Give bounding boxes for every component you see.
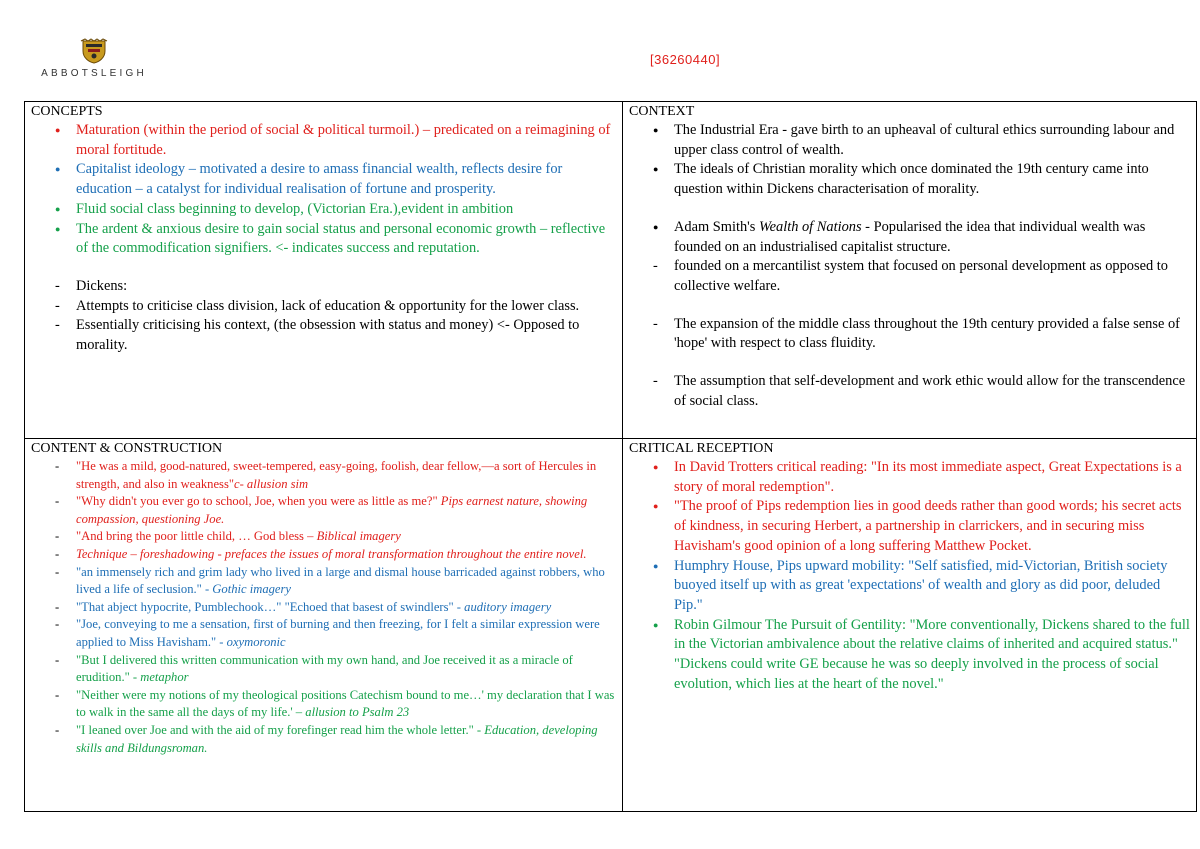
crest-icon <box>79 38 109 64</box>
list-item: ● Humphry House, Pips upward mobility: "Self satisfied, mid-Victorian, British society buoyed itself up with as great 'expectations' of wealth and glory as did poor, deluded Pip." <box>629 557 1190 616</box>
list-item: ● The ideals of Christian morality which once dominated the 19th century came into question within Dickens characterisation of morality. <box>629 160 1190 199</box>
list-item <box>31 599 616 617</box>
book-title: Wealth of Nations <box>758 218 862 235</box>
annotation-note: Biblical imagery <box>316 529 401 544</box>
list-item: ● Robin Gilmour The Pursuit of Gentility: "More conventionally, Dickens shared to the full in the Victorian ambivalence about the relative claims of inherited and acquired status." "Dickens could write GE because he was so deeply involved in the process of social evolution, which lies at the heart of the novel." <box>629 616 1190 695</box>
notes-table <box>24 101 1197 812</box>
reception-list <box>629 458 1190 694</box>
list-item: ● Fluid social class beginning to develop, (Victorian Era.),evident in ambition <box>31 200 616 220</box>
annotation-note: c- allusion sim <box>233 476 309 491</box>
content-cell <box>25 439 623 812</box>
list-item: ● The Industrial Era - gave birth to an upheaval of cultural ethics surrounding labour and upper class control of wealth. <box>629 121 1190 160</box>
quote-text: "Why didn't you ever go to school, Joe, when you were as little as me?" <box>76 494 441 509</box>
annotation-note: auditory imagery <box>464 599 552 614</box>
quote-text: "He was a mild, good-natured, sweet-tempered, easy-going, foolish, dear fellow,—a sort of Hercules in strength, and also in weakness" <box>76 459 597 491</box>
annotation-note: oxymoronic <box>226 634 286 649</box>
list-item <box>31 722 616 757</box>
annotation-note: Technique – foreshadowing - prefaces the issues of moral transformation throughout the entire novel. <box>76 546 587 561</box>
quote-text: "And bring the poor little child, … God bless – <box>76 529 317 544</box>
context-list <box>629 121 1190 200</box>
annotation-note: Pips earnest nature, showing compassion, questioning Joe. <box>76 494 588 526</box>
content-title: CONTENT & CONSTRUCTION <box>31 441 223 456</box>
annotation-note: metaphor <box>140 670 189 685</box>
document-id: [36260440] <box>650 52 721 67</box>
list-item <box>31 652 616 687</box>
spacer <box>31 259 616 277</box>
list-item <box>31 458 616 493</box>
quote-text: "That abject hypocrite, Pumblechook…" "Echoed that basest of swindlers" - <box>76 599 465 614</box>
list-item <box>31 528 616 546</box>
quote-text: "Joe, conveying to me a sensation, first of burning and then freezing, for I felt a similar expression were applied to Miss Havisham." - <box>76 617 600 649</box>
context-title: CONTEXT <box>629 104 695 119</box>
annotation-note: Education, developing skills and Bildungsroman. <box>76 722 598 755</box>
spacer <box>629 354 1190 372</box>
list-item <box>31 493 616 528</box>
list-item <box>31 616 616 651</box>
content-list <box>31 458 616 757</box>
quote-text: "I leaned over Joe and with the aid of my forefinger read him the whole letter." - <box>76 722 485 737</box>
list-item: - founded on a mercantilist system that focused on personal development as opposed to collective welfare. <box>629 257 1190 296</box>
list-item: - The expansion of the middle class throughout the 19th century provided a false sense of 'hope' with respect to class fluidity. <box>629 315 1190 354</box>
quote-text: "But I delivered this written communication with my own hand, and Joe received it as a miracle of erudition." - <box>76 652 573 685</box>
list-item: - Essentially criticising his context, (the obsession with status and money) <- Opposed to morality. <box>31 316 616 355</box>
dickens-list <box>31 277 616 356</box>
annotation-note: Gothic imagery <box>212 582 291 597</box>
reception-title: CRITICAL RECEPTION <box>629 441 774 456</box>
spacer <box>629 200 1190 218</box>
list-item: ● In David Trotters critical reading: "In its most immediate aspect, Great Expectations is a story of moral redemption". <box>629 458 1190 497</box>
list-item: - Dickens: <box>31 277 616 297</box>
quote-text: "Neither were my notions of my theological positions Catechism bound to me…' my declaration that I was to walk in the same all the days of my life.' – <box>76 687 615 720</box>
context-list-4 <box>629 372 1190 411</box>
concepts-list <box>31 121 616 259</box>
list-item <box>31 564 616 599</box>
text-span: Adam Smith's <box>674 218 759 235</box>
list-item <box>31 687 616 722</box>
quote-text: "an immensely rich and grim lady who lived in a large and dismal house barricaded against robbers, who lived a life of seclusion." - <box>76 564 605 597</box>
concepts-title: CONCEPTS <box>31 104 103 119</box>
concepts-cell <box>25 102 623 439</box>
annotation-note: allusion to Psalm 23 <box>305 705 410 720</box>
context-cell <box>623 102 1197 439</box>
text-span: - Popularised the idea that individual wealth was founded on an industrialised capitalist structure. <box>674 218 1146 255</box>
spacer <box>629 297 1190 315</box>
context-list-3 <box>629 315 1190 354</box>
page-header <box>0 0 1200 100</box>
list-item <box>629 218 1190 257</box>
reception-cell <box>623 439 1197 812</box>
school-logo <box>38 38 150 79</box>
list-item <box>31 546 616 564</box>
logo-text: ABBOTSLEIGH <box>41 68 147 79</box>
list-item: ● Maturation (within the period of social & political turmoil.) – predicated on a reimagining of moral fortitude. <box>31 121 616 160</box>
list-item: ● "The proof of Pips redemption lies in good deeds rather than good words; his secret acts of kindness, in securing Herbert, a partnership in clarrickers, and in securing miss Havisham's good opinion of a long suffering Matthew Pocket. <box>629 497 1190 556</box>
list-item: - Attempts to criticise class division, lack of education & opportunity for the lower class. <box>31 297 616 317</box>
list-item: - The assumption that self-development and work ethic would allow for the transcendence of social class. <box>629 372 1190 411</box>
list-item: ● The ardent & anxious desire to gain social status and personal economic growth – reflective of the commodification signifiers. <- indicates success and reputation. <box>31 220 616 259</box>
context-list-2 <box>629 218 1190 297</box>
list-item: ● Capitalist ideology – motivated a desire to amass financial wealth, reflects desire for education – a catalyst for individual realisation of fortune and prosperity. <box>31 160 616 199</box>
